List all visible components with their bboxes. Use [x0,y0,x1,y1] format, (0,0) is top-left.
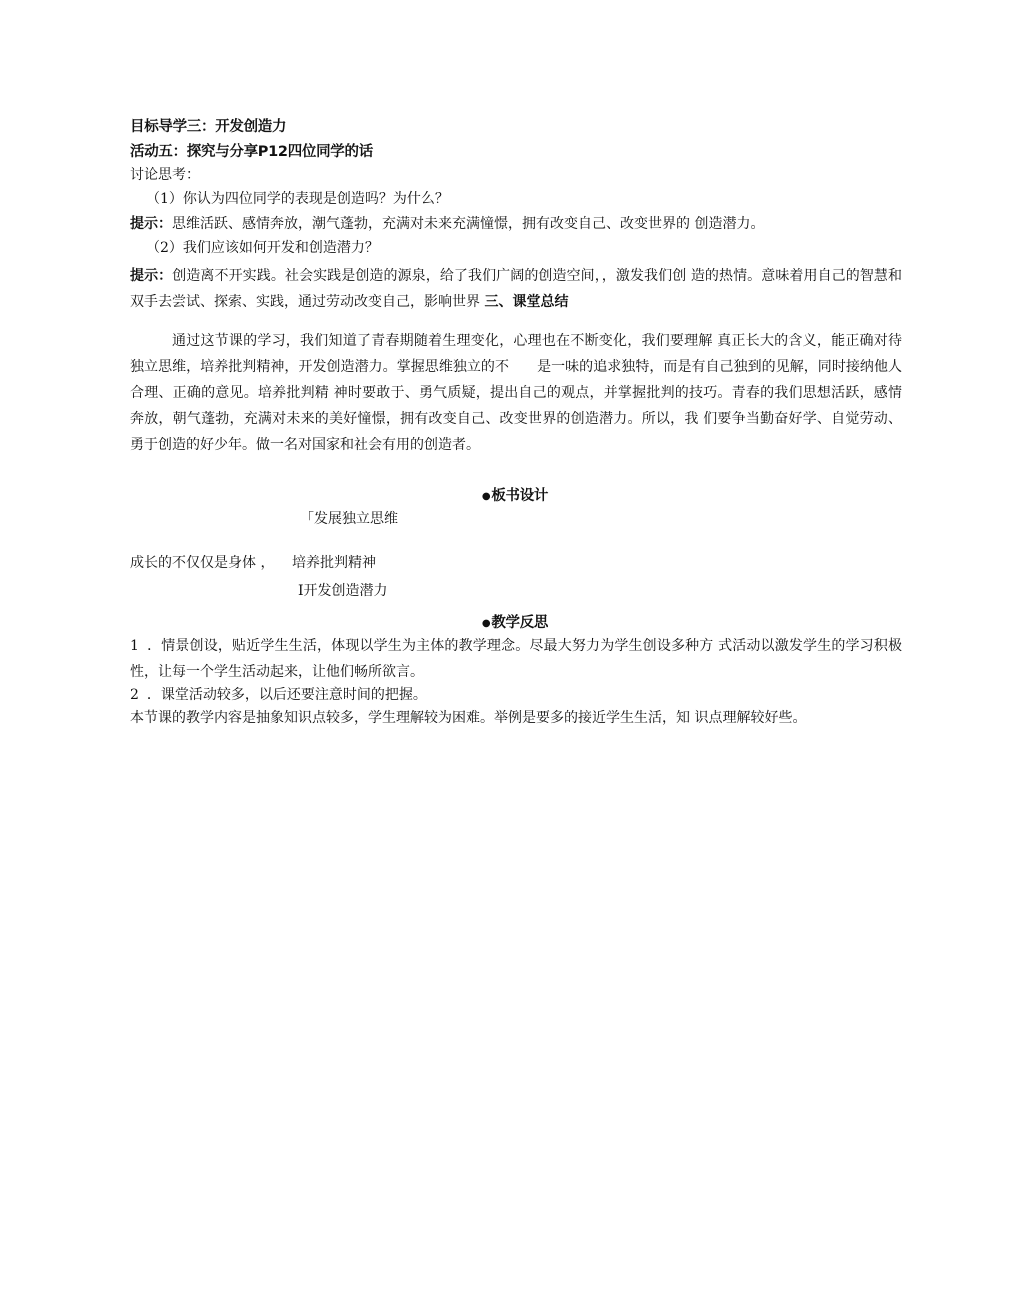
reflection-num: 1 [130,638,139,654]
board-design-label: 板书设计 [491,488,549,504]
summary-text: 通过这节课的学习，我们知道了青春期随着生理变化，心理也在不断变化，我们要理解 真正长大的含义，能正确对待独立思维，培养批判精神，开发创造潜力。掌握思维独立的不 是一味的追求独特，而是有自己独到的见解，同时接纳他人合理、正确的意见。培养批判精 神时要敢于、勇气质疑，提出自己的观点，并掌握批判的技巧。青春的我们思想活跃，感情 奔放，朝气蓬勃，充满对未来的美好憧憬，拥有改变自己、改变世界的创造潜力。所以，我 们要争当勤奋好学、自觉劳动、勇于创造的好少年。做一名对国家和社会有用的创造者。 [130,333,930,453]
hint-2-label: 提示： [130,268,173,284]
question-1: （1）你认为四位同学的表现是创造吗？为什么？ [146,191,449,207]
activity5-title: 活动五：探究与分享P12四位同学的话 [130,144,373,160]
hint-1-label: 提示： [130,216,172,232]
board-item-creativity: I开发创造潜力 [298,583,388,599]
reflection-title [0,611,1030,632]
reflection-item-1 [130,633,902,685]
discussion-label: 讨论思考： [130,167,200,183]
reflection-text: ．课堂活动较多，以后还要注意时间的把握。 [146,687,427,703]
reflection-closing: 本节课的教学内容是抽象知识点较多，学生理解较为困难。举例是要多的接近学生生活，知 识点理解较好些。 [130,710,807,726]
hint-1-text: 思维活跃、感情奔放，潮气蓬勃，充满对未来充满憧憬，拥有改变自己、改变世界的 创造潜力。 [172,216,765,232]
question-2: （2）我们应该如何开发和创造潜力？ [146,240,379,256]
bullet-icon: ● [481,618,491,629]
board-root: 成长的不仅仅是身体 ， [130,555,275,571]
hint-2-text: 创造离不开实践。社会实践是创造的源泉，给了我们广阔的创造空间，，激发我们创 造的热情。意味着用自己的智慧和双手去尝试、探索、实践，通过劳动改变自己，影响世界 [130,268,902,310]
board-design-title [0,484,1030,505]
reflection-label: 教学反思 [491,615,549,631]
hint-2 [130,263,902,315]
reflection-text: ．情景创设，贴近学生生活，体现以学生为主体的教学理念。尽最大努力为学生创设多种方 式活动以激发学生的学习积极性，让每一个学生活动起来，让他们畅所欲言。 [130,638,902,680]
reflection-num: 2 [130,687,139,703]
summary-paragraph [130,328,930,458]
board-item-critical-spirit: 培养批判精神 [292,555,376,571]
board-item-develop-thinking: 「发展独立思维 [300,511,398,527]
hint-1 [130,213,764,233]
section3-title: 目标导学三：开发创造力 [130,119,287,135]
summary-heading: 三、课堂总结 [484,294,569,310]
bullet-icon: ● [481,491,491,502]
